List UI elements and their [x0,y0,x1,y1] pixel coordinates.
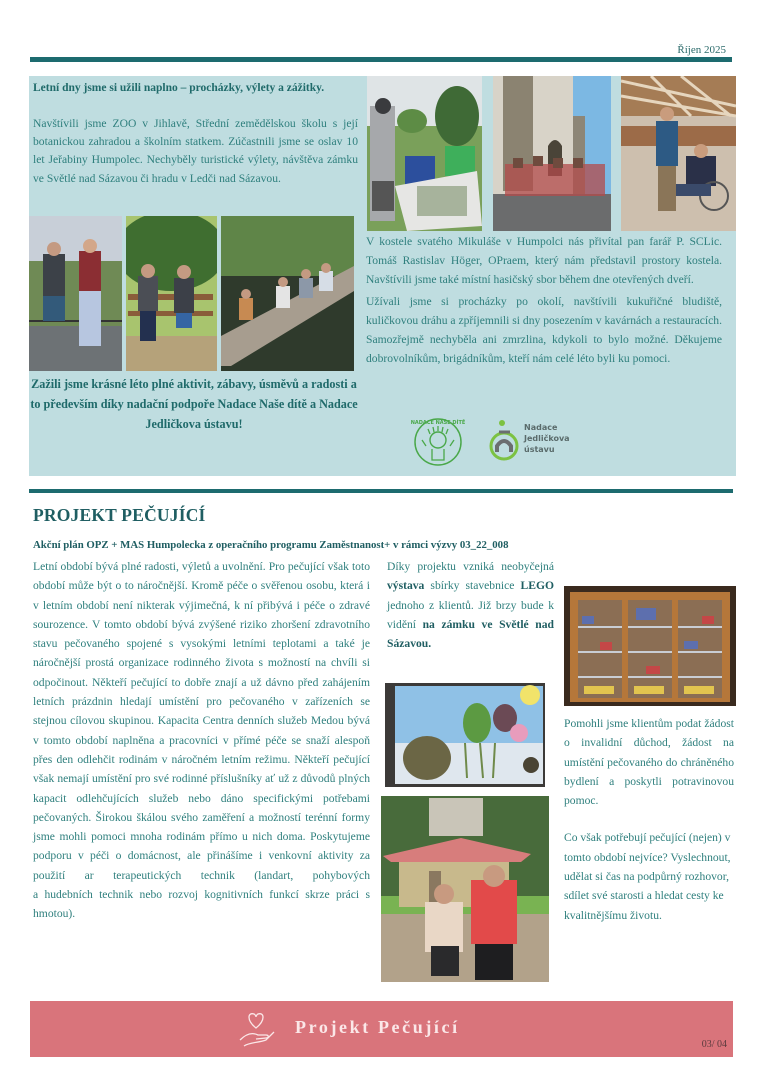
photo-lookout-tower [29,216,122,371]
jedlickova-line3: ústavu [524,445,555,454]
nadace-nase-dite-logo [410,416,466,468]
footer-band [30,1001,733,1057]
church-paragraph: V kostele svatého Mikuláše v Humpolci nás přivítal pan farář P. SCLic. Tomáš Rastislav Höger, OPraem, který nám představil prostory kostela. Navštívili jsme také místní hasičský sbor během dne otevřených dveří. [366,235,722,286]
section-subtitle: Akční plán OPZ + MAS Humpolecka z operačního programu Zaměstnanost+ v rámci výzvy 03_22_008 [33,539,509,551]
photo-farm-wheelchair [621,76,736,231]
heart-hand-icon [236,1010,276,1048]
project-left-column [33,557,370,924]
mid-text-bold: výstava [387,579,425,593]
mid-text-part: jednoho z klientů. Již brzy bude k vidění [387,598,554,631]
summer-quote: Zažili jsme krásné léto plné aktivit, zábavy, úsměvů a radosti a to především díky nadační podpoře Nadace Naše dítě a Nadace Jedličkova ústavu! [30,377,358,431]
summer-right-text [366,232,722,368]
summer-title: Letní dny jsme si užili naplno – procházky, výlety a zážitky. [33,82,325,94]
page-number: 03/ 04 [701,1039,727,1050]
photo-lego-cabinet [564,586,736,706]
summer-intro-text: Navštívili jsme ZOO v Jihlavě, Střední zemědělskou školu s její botanickou zahradou a školním statkem. Zúčastnili jsme se oslav 10 let Jeřabiny Humpolec. Nechyběly turistické výlety, návštěva zámku ve Světlé nad Sázavou či hradu v Ledči nad Sázavou. [33,117,358,185]
walks-paragraph: Užívali jsme si procházky po okolí, navštívili kukuřičné bludiště, kuličkovou dráhu a zpříjemnili si dny posezením v kavárnách a restauracích. Samozřejmě nechyběla ani zmrzlina, kdykoli to bylo možné. Děkujeme dobrovolníkům, brigádníkům, kteří nám celé léto byli ku pomoci. [366,295,722,365]
jedlickova-line2: Jedličkova [524,434,570,443]
project-right-text-2: Co však potřebují pečující (nejen) v tomto období nejvíce? Vyslechnout, udělat si čas na podpůrný rozhovor, sdílet své starosti a hledat cesty ke kvalitnějšímu životu. [564,831,731,922]
jedlickova-line1: Nadace [524,423,558,432]
mid-text-part: Díky projektu vzniká neobyčejná [387,560,554,573]
photo-zoo-table [367,76,482,231]
mid-text-part: sbírky stavebnice [424,579,521,593]
project-right-column [564,714,734,925]
top-rule [30,57,732,62]
project-mid-text [387,557,554,653]
project-right-text-1: Pomohli jsme klientům podat žádost o invalidní důchod, žádost na umístění pečovaného do chráněného bydlení a poskytli potravinovou pomoc. [564,717,734,808]
mid-text-bold: LEGO [520,579,554,593]
mid-text-bold: na zámku ve Světlé nad Sázavou. [387,617,554,651]
footer-title: Projekt Pečující [295,1017,460,1037]
project-left-text-2: a hudebních technik nebo rozvoj kognitivních funkcí skrze práci s hmotou). [33,888,370,921]
section-title: PROJEKT PEČUJÍCÍ [33,505,206,525]
photo-pier [221,216,354,371]
photo-church-group [493,76,611,231]
nase-dite-logo-text: NADACE NAŠE DÍTĚ [410,420,466,426]
project-left-text-1: Letní období bývá plné radosti, výletů a uvolnění. Pro pečující však toto období může být o to náročnější. Kromě péče o svěřenou osobu, která i v letním období není nikterak výjimečná, k ní přibývá i péče o zdravé sourozence. V tomto období bývá zvýšené riziko zhoršení zdravotního stavu pečovaného spojené s vysokými letními teplotami a také je náročnější prostá organizace rodinného života s možností na chvíli si odpočinout. Někteří pečující to dobře znají a už dávno před zahájením letních prázdnin hledají umístění pro pečovaného v zařízeních se stejnou cílovou skupinou. Kapacita Centra denních služeb Medou bývá v tomto období naplněna a pracovníci v přímé péče se snaží alespoň přes den odlehčit rodinám v náročném letním režimu. Někteří pečující však nemají umístění pro své rodinné příslušníky ať už z důvodů plných kapacit odlehčujících služeb nebo dáno specifickými potřebami pečovaných. Širokou škálou svého zaměření a možností terénní formy jsme mohli pomoci mnoha rodinám přímo u nich doma. Poskytujeme podporu v péči o domácnost, ale přinášíme i venkovní aktivity za použití ar terapeutických technik (landart, pohybových [33,560,370,882]
photo-bench [126,216,217,371]
photo-pavilion-kids [381,796,549,982]
date-label: Říjen 2025 [677,44,726,56]
photo-landart [385,683,545,787]
section-rule [29,489,733,493]
nadace-jedlickova-logo [488,418,578,464]
